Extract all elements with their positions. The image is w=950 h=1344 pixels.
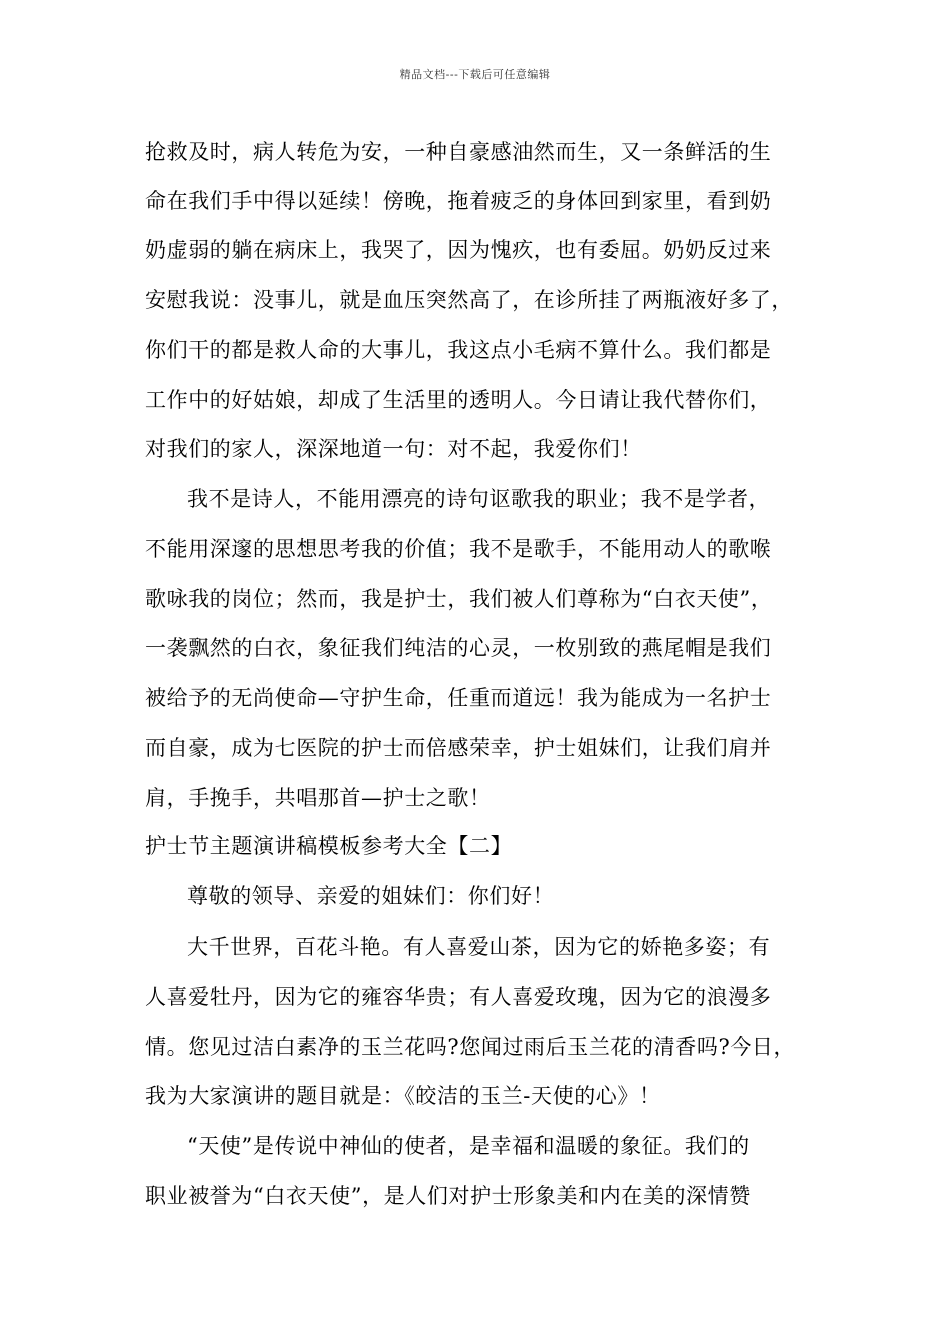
salutation-line: 尊敬的领导、亲爱的姐妹们：你们好！ [187, 884, 555, 908]
paragraph-line: 安慰我说：没事儿，就是血压突然高了，在诊所挂了两瓶液好多了， [145, 288, 793, 312]
section-heading: 护士节主题演讲稿模板参考大全【二】 [145, 834, 513, 858]
paragraph-line: 我不是诗人，不能用漂亮的诗句讴歌我的职业；我不是学者， [187, 487, 771, 511]
paragraph-line: 工作中的好姑娘，却成了生活里的透明人。今日请让我代替你们， [145, 388, 772, 412]
paragraph-line: 对我们的家人，深深地道一句：对不起，我爱你们！ [145, 437, 642, 461]
paragraph-line: 而自豪，成为七医院的护士而倍感荣幸，护士姐妹们，让我们肩并 [145, 736, 772, 760]
paragraph-line: 肩，手挽手，共唱那首—护士之歌！ [145, 786, 491, 810]
paragraph-line: 奶虚弱的躺在病床上，我哭了，因为愧疚，也有委屈。奶奶反过来 [145, 238, 772, 262]
paragraph-line: 我为大家演讲的题目就是：《皎洁的玉兰-天使的心》！ [145, 1084, 661, 1108]
paragraph-line: 一袭飘然的白衣，象征我们纯洁的心灵，一枚别致的燕尾帽是我们 [145, 636, 772, 660]
paragraph-line: “天使”是传说中神仙的使者，是幸福和温暖的象征。我们的 [187, 1134, 750, 1158]
paragraph-line: 你们干的都是救人命的大事儿，我这点小毛病不算什么。我们都是 [145, 338, 772, 362]
paragraph-line: 抢救及时，病人转危为安，一种自豪感油然而生，又一条鲜活的生 [145, 140, 772, 164]
paragraph-line: 歌咏我的岗位；然而，我是护士，我们被人们尊称为“白衣天使”， [145, 587, 773, 611]
paragraph-line: 命在我们手中得以延续！傍晚，拖着疲乏的身体回到家里，看到奶 [145, 189, 772, 213]
paragraph-line: 人喜爱牡丹，因为它的雍容华贵；有人喜爱玫瑰，因为它的浪漫多 [145, 985, 772, 1009]
paragraph-line: 被给予的无尚使命—守护生命，任重而道远！我为能成为一名护士 [145, 686, 772, 710]
paragraph-line: 大千世界，百花斗艳。有人喜爱山茶，因为它的娇艳多姿；有 [187, 935, 771, 959]
page-header: 精品文档---下载后可任意编辑 [399, 68, 551, 81]
paragraph-line: 不能用深邃的思想思考我的价值；我不是歌手，不能用动人的歌喉 [145, 537, 772, 561]
paragraph-line: 职业被誉为“白衣天使”，是人们对护士形象美和内在美的深情赞 [145, 1184, 751, 1208]
paragraph-line: 情。您见过洁白素净的玉兰花吗?您闻过雨后玉兰花的清香吗?今日， [145, 1035, 796, 1059]
